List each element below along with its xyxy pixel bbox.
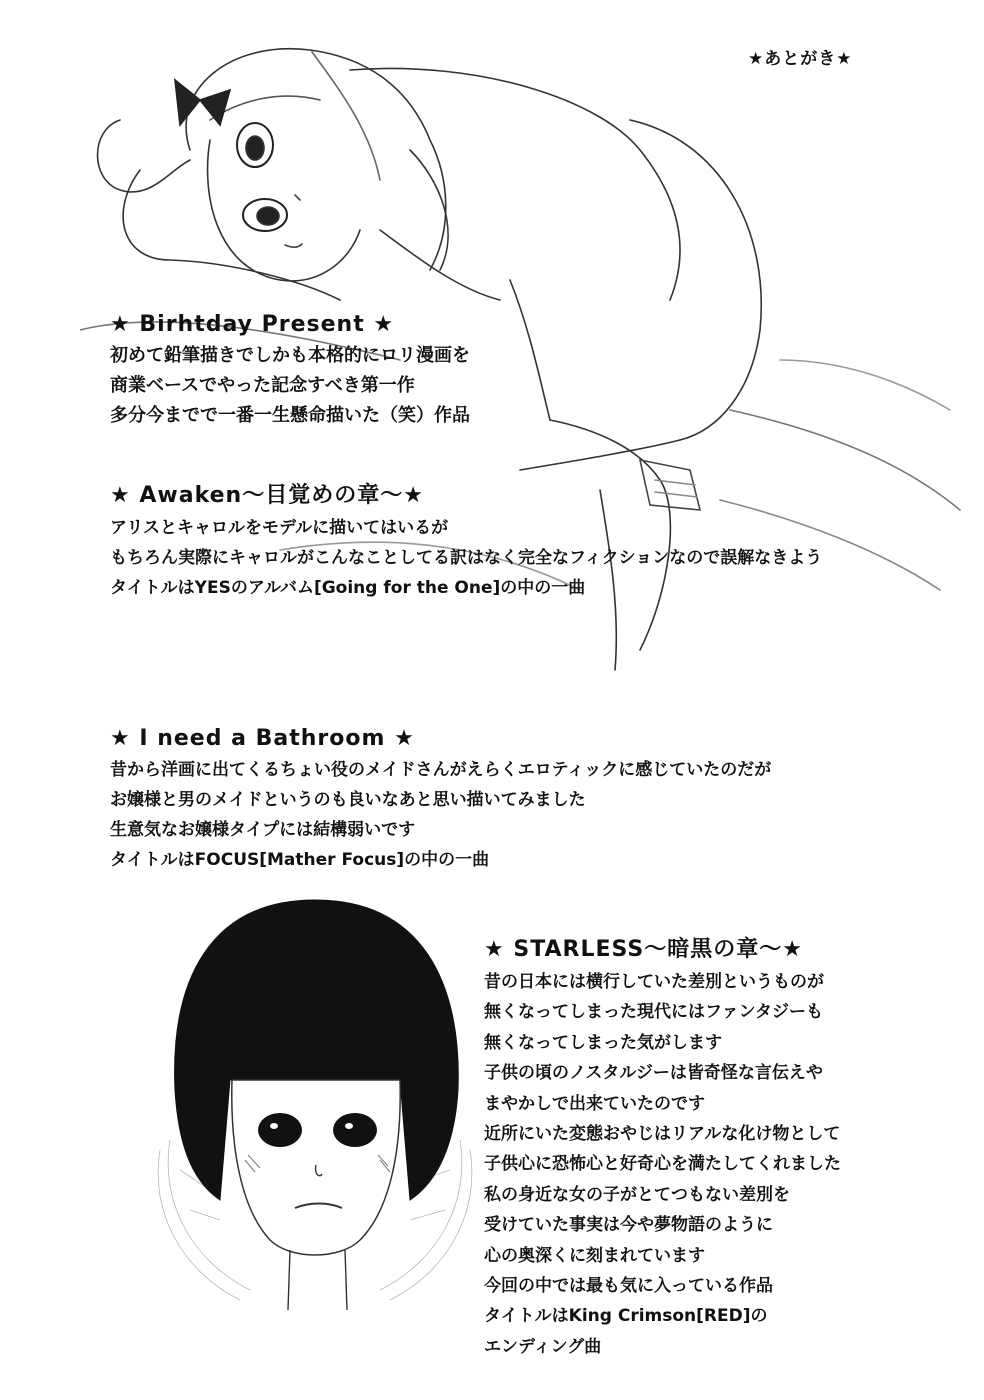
section-line: タイトルはFOCUS[Mather Focus]の中の一曲 (110, 850, 490, 870)
bob-haired-girl-illustration (150, 890, 480, 1310)
section-heading: ★ I need a Bathroom ★ (110, 726, 415, 751)
section-line: 心の奥深くに刻まれています (484, 1245, 705, 1266)
hair-bow (175, 80, 230, 125)
section-line: 無くなってしまった現代にはファンタジーも (484, 1002, 823, 1023)
page-title: ★あとがき★ (748, 49, 853, 69)
section-awaken (110, 478, 822, 603)
section-line: タイトルはYESのアルバム[Going for the One]の中の一曲 (110, 578, 586, 598)
section-line: 無くなってしまった気がします (484, 1032, 722, 1053)
dress-outline (350, 68, 680, 300)
section-line: 私の身近な女の子がとてつもない差別を (484, 1184, 790, 1205)
section-line: エンディング曲 (484, 1336, 602, 1357)
section-line: お嬢様と男のメイドというのも良いなあと思い描いてみました (110, 790, 586, 810)
face-outline (208, 140, 360, 281)
section-line: 昔の日本には横行していた差別というものが (484, 972, 824, 992)
section-line: アリスとキャロルをモデルに描いてはいるが (110, 518, 449, 538)
section-starless (484, 932, 841, 1362)
hair-outline (186, 49, 446, 270)
section-line: 受けていた事実は今や夢物語のように (484, 1215, 773, 1236)
section-line: 近所にいた変態おやじはリアルな化け物として (484, 1124, 841, 1145)
section-line: 商業ベースでやった記念すべき第一作 (110, 375, 415, 396)
section-i-need-a-bathroom (110, 726, 771, 875)
section-heading: ★ STARLESS～暗黒の章～★ (484, 937, 803, 962)
section-line: 生意気なお嬢様タイプには結構弱いです (110, 820, 416, 840)
section-line: 子供心に恐怖心と好奇心を満たしてくれました (484, 1154, 841, 1175)
section-heading: ★ Awaken～目覚めの章～★ (110, 483, 424, 508)
section-line: 子供の頃のノスタルジーは皆奇怪な言伝えや (484, 1063, 823, 1084)
section-heading: ★ Birhtday Present ★ (110, 312, 395, 337)
section-line: 昔から洋画に出てくるちょい役のメイドさんがえらくエロティックに感じていたのだが (110, 760, 772, 780)
section-line: まやかしで出来ていたのです (484, 1093, 705, 1114)
section-line: 今回の中では最も気に入っている作品 (484, 1276, 773, 1297)
section-line: 多分今までで一番一生懸命描いた（笑）作品 (110, 405, 470, 426)
eye-left (258, 1113, 302, 1147)
section-birthday-present (110, 312, 470, 431)
section-line: 初めて鉛筆描きでしかも本格的にロリ漫画を (110, 345, 470, 366)
section-line: タイトルはKing Crimson[RED]の (484, 1306, 768, 1327)
section-line: もちろん実際にキャロルがこんなことしてる訳はなく完全なフィクションなので誤解なきよう (110, 548, 823, 568)
eye-right (333, 1113, 377, 1147)
